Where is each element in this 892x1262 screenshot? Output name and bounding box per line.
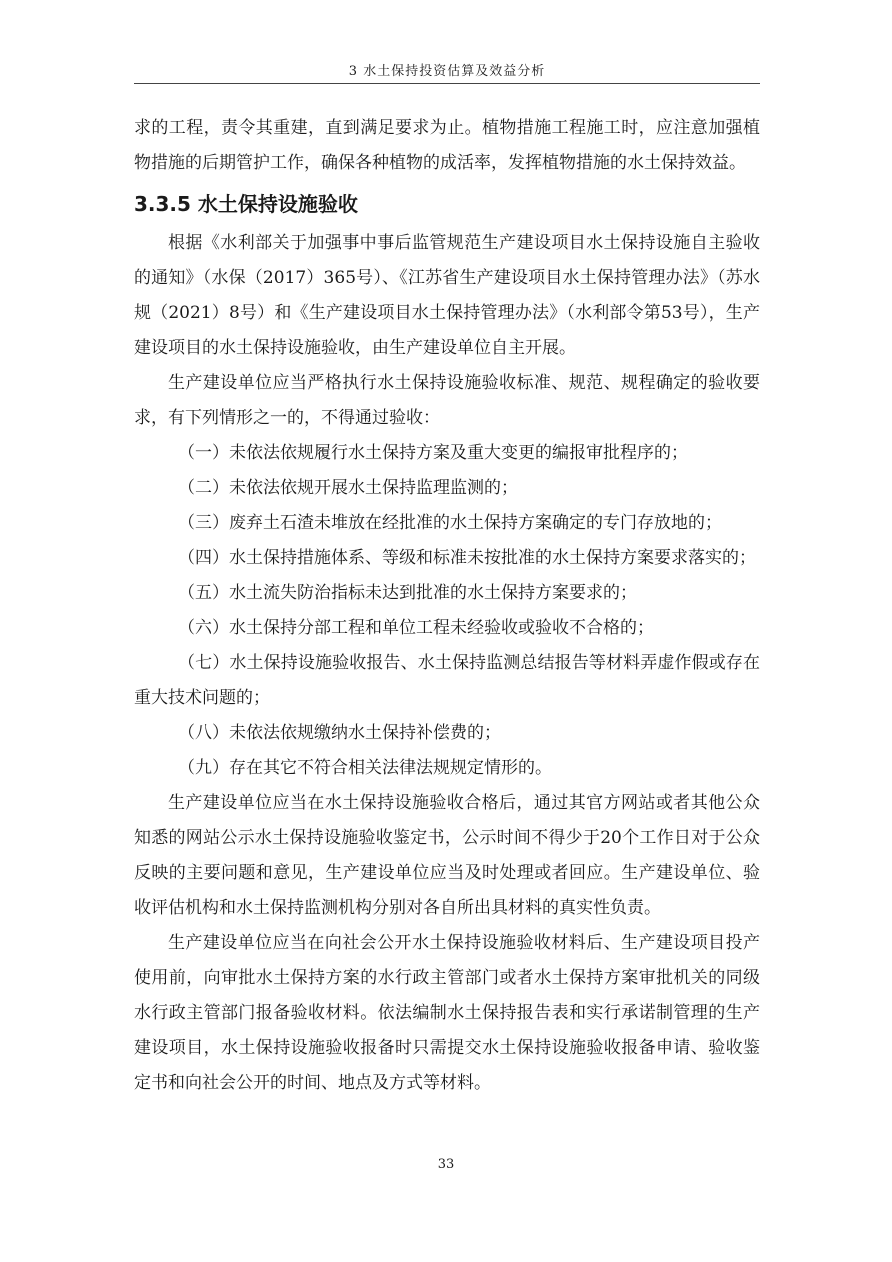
paragraph-basis: 根据《水利部关于加强事中事后监管规范生产建设项目水土保持设施自主验收的通知》（水保（2017）365号）、《江苏省生产建设项目水土保持管理办法》（苏水规（2021）8号）和《生产建设项目水土保持管理办法》（水利部令第53号），生产建设项目的水土保持设施验收，由生产建设单位自主开展。 xyxy=(134,233,760,358)
condition-item-4: （四）水土保持措施体系、等级和标准未按批准的水土保持方案要求落实的； xyxy=(178,548,756,568)
condition-item-7: （七）水土保持设施验收报告、水土保持监测总结报告等材料弄虚作假或存在重大技术问题的； xyxy=(134,653,760,708)
condition-item-5: （五）水土流失防治指标未达到批准的水土保持方案要求的； xyxy=(178,583,637,603)
running-header: 3 水土保持投资估算及效益分析 xyxy=(348,64,546,79)
paragraph-requirements: 生产建设单位应当严格执行水土保持设施验收标准、规范、规程确定的验收要求，有下列情形之一的，不得通过验收： xyxy=(134,373,760,428)
page-number: 33 xyxy=(437,1157,455,1172)
condition-item-3: （三）废弃土石渣未堆放在经批准的水土保持方案确定的专门存放地的； xyxy=(178,513,722,533)
paragraph-continuation: 求的工程，责令其重建，直到满足要求为止。植物措施工程施工时，应注意加强植物措施的后期管护工作，确保各种植物的成活率，发挥植物措施的水土保持效益。 xyxy=(134,118,760,173)
header-rule xyxy=(134,83,760,84)
paragraph-filing: 生产建设单位应当在向社会公开水土保持设施验收材料后、生产建设项目投产使用前，向审批水土保持方案的水行政主管部门或者水土保持方案审批机关的同级水行政主管部门报备验收材料。依法编制水土保持报告表和实行承诺制管理的生产建设项目，水土保持设施验收报备时只需提交水土保持设施验收报备申请、验收鉴定书和向社会公开的时间、地点及方式等材料。 xyxy=(134,933,760,1093)
section-heading: 3.3.5 水土保持设施验收 xyxy=(134,192,358,216)
condition-item-6: （六）水土保持分部工程和单位工程未经验收或验收不合格的； xyxy=(178,618,654,638)
condition-item-2: （二）未依法依规开展水土保持监理监测的； xyxy=(178,478,518,498)
body-text xyxy=(134,111,760,1101)
condition-item-9: （九）存在其它不符合相关法律法规规定情形的。 xyxy=(178,758,552,778)
paragraph-publicity: 生产建设单位应当在水土保持设施验收合格后，通过其官方网站或者其他公众知悉的网站公示水土保持设施验收鉴定书，公示时间不得少于20个工作日对于公众反映的主要问题和意见，生产建设单位应当及时处理或者回应。生产建设单位、验收评估机构和水土保持监测机构分别对各自所出具材料的真实性负责。 xyxy=(134,793,760,918)
condition-item-1: （一）未依法依规履行水土保持方案及重大变更的编报审批程序的； xyxy=(178,443,688,463)
condition-item-8: （八）未依法依规缴纳水土保持补偿费的； xyxy=(178,723,501,743)
